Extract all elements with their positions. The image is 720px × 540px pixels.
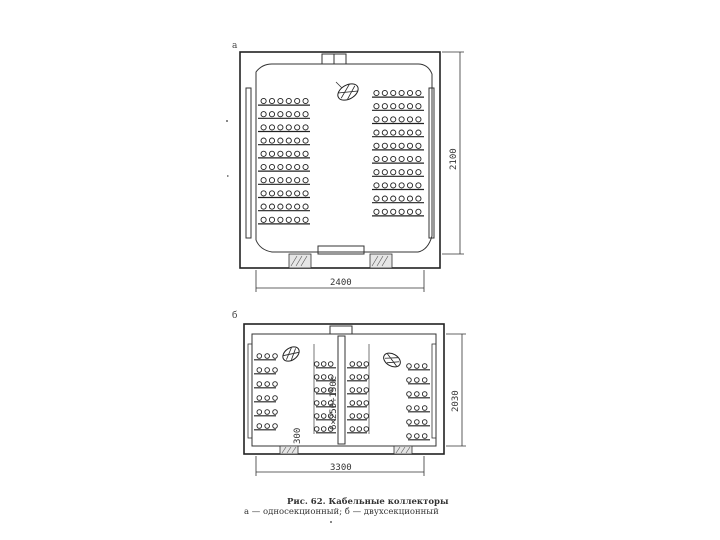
cable <box>261 125 266 130</box>
cable <box>407 420 412 425</box>
cable <box>303 151 308 156</box>
cable <box>416 117 421 122</box>
cable <box>278 112 283 117</box>
figure-a-left-post <box>246 88 251 238</box>
cable <box>422 392 427 397</box>
cable <box>269 98 274 103</box>
cable <box>374 117 379 122</box>
cable <box>278 217 283 222</box>
cable <box>286 125 291 130</box>
figure-b-height-label: 2030 <box>451 390 461 412</box>
cable <box>422 434 427 439</box>
cable <box>350 401 355 406</box>
cable <box>295 178 300 183</box>
cable <box>416 196 421 201</box>
cable <box>422 420 427 425</box>
cable <box>269 138 274 143</box>
cable <box>399 104 404 109</box>
cable <box>314 427 319 432</box>
cable <box>328 362 333 367</box>
cable <box>399 209 404 214</box>
figure-b-inner-shell <box>252 334 436 446</box>
cable <box>265 396 270 401</box>
cable <box>269 217 274 222</box>
cable <box>374 130 379 135</box>
cable <box>261 98 266 103</box>
cable <box>261 217 266 222</box>
figure-a-foundation-right <box>370 254 392 268</box>
cable <box>295 112 300 117</box>
cable <box>391 209 396 214</box>
cable <box>273 410 278 415</box>
cable <box>399 117 404 122</box>
cable <box>416 130 421 135</box>
cable <box>278 151 283 156</box>
cable <box>286 151 291 156</box>
cable <box>415 434 420 439</box>
cable <box>391 170 396 175</box>
cable <box>303 178 308 183</box>
cable <box>364 375 369 380</box>
cable <box>374 196 379 201</box>
figure-b-aisle-label: 300 <box>293 427 303 444</box>
cable <box>278 204 283 209</box>
cable <box>416 90 421 95</box>
cable <box>265 424 270 429</box>
cable <box>286 217 291 222</box>
cable <box>407 378 412 383</box>
cable <box>374 183 379 188</box>
cable <box>350 362 355 367</box>
cable <box>257 396 262 401</box>
figure-b-inner-right-shelves <box>347 362 369 433</box>
cable <box>407 434 412 439</box>
cable <box>261 204 266 209</box>
cable <box>273 424 278 429</box>
cable <box>257 424 262 429</box>
cable <box>265 410 270 415</box>
cable <box>278 125 283 130</box>
figure-a-height-label: 2100 <box>449 148 459 170</box>
figure-b-lamp-left <box>280 344 302 364</box>
cable <box>391 156 396 161</box>
figure-caption <box>244 496 449 517</box>
figure-b-left-post <box>248 344 252 438</box>
cable <box>314 414 319 419</box>
cable <box>321 362 326 367</box>
cable <box>391 143 396 148</box>
cable <box>278 178 283 183</box>
cable <box>399 143 404 148</box>
cable <box>303 98 308 103</box>
cable <box>357 362 362 367</box>
cable <box>321 414 326 419</box>
cable <box>269 191 274 196</box>
cable <box>350 427 355 432</box>
cable <box>374 90 379 95</box>
cable <box>399 156 404 161</box>
cable <box>407 130 412 135</box>
cable <box>273 354 278 359</box>
cable <box>261 191 266 196</box>
cable <box>314 401 319 406</box>
cable <box>269 151 274 156</box>
cable <box>286 112 291 117</box>
cable <box>407 117 412 122</box>
cable <box>407 364 412 369</box>
cable <box>399 90 404 95</box>
cable <box>407 183 412 188</box>
cable <box>391 104 396 109</box>
cable <box>303 217 308 222</box>
cable <box>416 170 421 175</box>
cable <box>422 364 427 369</box>
cable <box>407 392 412 397</box>
cable <box>407 104 412 109</box>
cable <box>364 388 369 393</box>
cable <box>399 196 404 201</box>
cable <box>364 427 369 432</box>
cable <box>257 410 262 415</box>
cable <box>295 151 300 156</box>
cable <box>399 130 404 135</box>
cable <box>303 138 308 143</box>
figure-b-top-hatch <box>330 326 352 334</box>
cable <box>357 388 362 393</box>
figure-a-lamp <box>335 80 361 103</box>
cable <box>273 382 278 387</box>
cable <box>364 414 369 419</box>
cable <box>303 204 308 209</box>
cable <box>407 196 412 201</box>
cable <box>391 90 396 95</box>
cable <box>261 151 266 156</box>
cable <box>407 90 412 95</box>
cable <box>416 209 421 214</box>
cable <box>257 368 262 373</box>
cable <box>416 183 421 188</box>
figure-a-width-label: 2400 <box>330 278 352 288</box>
cable <box>269 125 274 130</box>
cable <box>391 117 396 122</box>
cable <box>286 98 291 103</box>
figure-b-lamp-right <box>381 350 403 369</box>
cable <box>303 191 308 196</box>
cable <box>265 354 270 359</box>
cable <box>261 112 266 117</box>
cable <box>269 164 274 169</box>
cable <box>382 117 387 122</box>
cable <box>350 414 355 419</box>
cable <box>416 143 421 148</box>
cable <box>303 164 308 169</box>
figure-b <box>232 310 466 476</box>
figure-b-height-dimension <box>446 334 466 446</box>
cable <box>273 368 278 373</box>
cable <box>407 406 412 411</box>
cable <box>382 130 387 135</box>
cable <box>399 170 404 175</box>
cable <box>295 125 300 130</box>
cable <box>382 209 387 214</box>
cable <box>257 354 262 359</box>
cable <box>286 204 291 209</box>
cable <box>374 104 379 109</box>
figure-b-right-post <box>432 344 436 438</box>
cable <box>391 196 396 201</box>
cable <box>261 138 266 143</box>
cable <box>422 378 427 383</box>
cable <box>286 164 291 169</box>
cable <box>257 382 262 387</box>
cable <box>350 388 355 393</box>
cable <box>261 164 266 169</box>
cable <box>374 143 379 148</box>
figure-a-right-shelves <box>372 90 424 215</box>
figure-b-outer-left-shelves <box>254 354 277 430</box>
cable <box>382 104 387 109</box>
cable <box>295 98 300 103</box>
cable <box>273 396 278 401</box>
cable <box>286 178 291 183</box>
cable <box>416 104 421 109</box>
figure-b-outer-right-shelves <box>407 364 430 440</box>
cable <box>374 156 379 161</box>
cable <box>407 209 412 214</box>
cable <box>314 388 319 393</box>
cable <box>295 164 300 169</box>
cable <box>286 138 291 143</box>
figure-b-outer-wall <box>244 324 444 454</box>
figure-a-foundation-left <box>289 254 311 268</box>
cable <box>295 217 300 222</box>
cable <box>382 196 387 201</box>
cable <box>357 401 362 406</box>
cable <box>374 170 379 175</box>
cable <box>357 414 362 419</box>
cable <box>265 382 270 387</box>
caption-title: Рис. 62. Кабельные коллекторы <box>287 497 449 507</box>
cable <box>278 164 283 169</box>
cable <box>415 420 420 425</box>
cable <box>382 90 387 95</box>
cable <box>269 178 274 183</box>
caption-legend: а — односекционный; б — двухсекционный <box>244 507 439 517</box>
cable <box>399 183 404 188</box>
cable <box>407 170 412 175</box>
cable <box>278 138 283 143</box>
cable <box>314 375 319 380</box>
cable <box>286 191 291 196</box>
cable <box>422 406 427 411</box>
cable <box>415 378 420 383</box>
cable <box>303 112 308 117</box>
cable <box>314 362 319 367</box>
cable <box>357 375 362 380</box>
figure-b-foundation-left <box>280 446 298 454</box>
cable <box>407 143 412 148</box>
cable <box>278 98 283 103</box>
cable <box>374 209 379 214</box>
figure-a-drain-channel <box>318 246 364 254</box>
cable <box>415 406 420 411</box>
cable <box>391 130 396 135</box>
cable <box>391 183 396 188</box>
cable <box>364 401 369 406</box>
cable <box>321 427 326 432</box>
cable <box>382 156 387 161</box>
cable <box>303 125 308 130</box>
cable <box>382 143 387 148</box>
figure-a-letter: а <box>232 41 238 51</box>
cable <box>269 112 274 117</box>
cable <box>382 170 387 175</box>
cable <box>278 191 283 196</box>
cable <box>269 204 274 209</box>
figure-b-foundation-right <box>394 446 412 454</box>
figure-b-width-label: 3300 <box>330 463 352 473</box>
figure-a-left-shelves <box>258 98 310 223</box>
cable <box>416 156 421 161</box>
cable <box>295 204 300 209</box>
figure-a <box>232 41 464 292</box>
cable <box>295 138 300 143</box>
figure-b-letter: б <box>232 311 238 321</box>
cable <box>295 191 300 196</box>
figure-b-center-label: 6×250÷150с <box>329 375 339 430</box>
cable <box>321 401 326 406</box>
cable <box>265 368 270 373</box>
cable <box>321 388 326 393</box>
cable <box>321 375 326 380</box>
cable <box>415 392 420 397</box>
figure-b-center-partition <box>338 336 345 444</box>
cable <box>382 183 387 188</box>
cable <box>407 156 412 161</box>
cable <box>364 362 369 367</box>
cable <box>415 364 420 369</box>
cable <box>357 427 362 432</box>
cable <box>350 375 355 380</box>
cable <box>261 178 266 183</box>
